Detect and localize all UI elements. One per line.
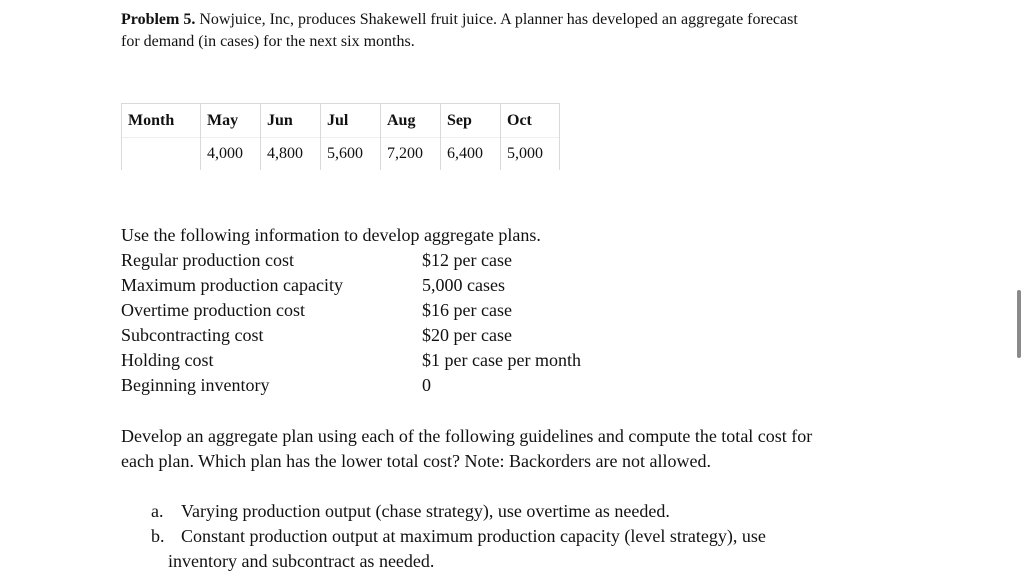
value-aug: 7,200 (381, 138, 441, 171)
header-month: Month (122, 104, 201, 138)
option-text-continued: inventory and subcontract as needed. (168, 551, 435, 571)
info-label: Holding cost (121, 350, 214, 370)
header-oct: Oct (501, 104, 560, 138)
value-jun: 4,800 (261, 138, 321, 171)
info-value: $1 per case per month (422, 350, 581, 370)
table-values-row (122, 138, 560, 171)
value-oct: 5,000 (501, 138, 560, 171)
value-sep: 6,400 (441, 138, 501, 171)
develop-line2: each plan. Which plan has the lower total cost? Note: Backorders are not allowed. (121, 451, 711, 471)
list-item (121, 524, 881, 574)
plan-options-list (121, 499, 881, 574)
cost-information (121, 223, 681, 398)
info-label: Overtime production cost (121, 300, 305, 320)
header-jun: Jun (261, 104, 321, 138)
develop-instructions (121, 424, 911, 474)
info-label: Beginning inventory (121, 375, 270, 395)
header-aug: Aug (381, 104, 441, 138)
option-marker: a. (151, 501, 164, 521)
info-row (121, 248, 681, 273)
problem-statement (121, 9, 921, 53)
info-value: $12 per case (422, 250, 512, 270)
option-text: Constant production output at maximum production capacity (level strategy), use (181, 526, 766, 546)
option-marker: b. (151, 526, 165, 546)
info-label: Maximum production capacity (121, 275, 343, 295)
value-may: 4,000 (201, 138, 261, 171)
header-jul: Jul (321, 104, 381, 138)
info-row (121, 323, 681, 348)
vertical-scrollbar[interactable] (1017, 290, 1021, 358)
info-row (121, 373, 681, 398)
info-value: $20 per case (422, 325, 512, 345)
info-row (121, 273, 681, 298)
info-value: 5,000 cases (422, 275, 505, 295)
info-row (121, 348, 681, 373)
table-header-row (122, 104, 560, 138)
problem-label: Problem 5. (121, 11, 196, 28)
develop-line1: Develop an aggregate plan using each of the following guidelines and compute the total cost for (121, 426, 813, 446)
info-label: Regular production cost (121, 250, 294, 270)
problem-text-line2: for demand (in cases) for the next six months. (121, 33, 415, 50)
info-value: $16 per case (422, 300, 512, 320)
header-may: May (201, 104, 261, 138)
info-intro: Use the following information to develop aggregate plans. (121, 225, 541, 245)
list-item (121, 499, 881, 524)
option-text: Varying production output (chase strategy), use overtime as needed. (181, 501, 670, 521)
info-value: 0 (422, 375, 431, 395)
header-sep: Sep (441, 104, 501, 138)
value-jul: 5,600 (321, 138, 381, 171)
problem-text-line1: Nowjuice, Inc, produces Shakewell fruit juice. A planner has developed an aggregate forecast (195, 11, 798, 28)
value-blank (122, 138, 201, 171)
info-row (121, 298, 681, 323)
info-label: Subcontracting cost (121, 325, 264, 345)
demand-forecast-table (121, 103, 560, 170)
